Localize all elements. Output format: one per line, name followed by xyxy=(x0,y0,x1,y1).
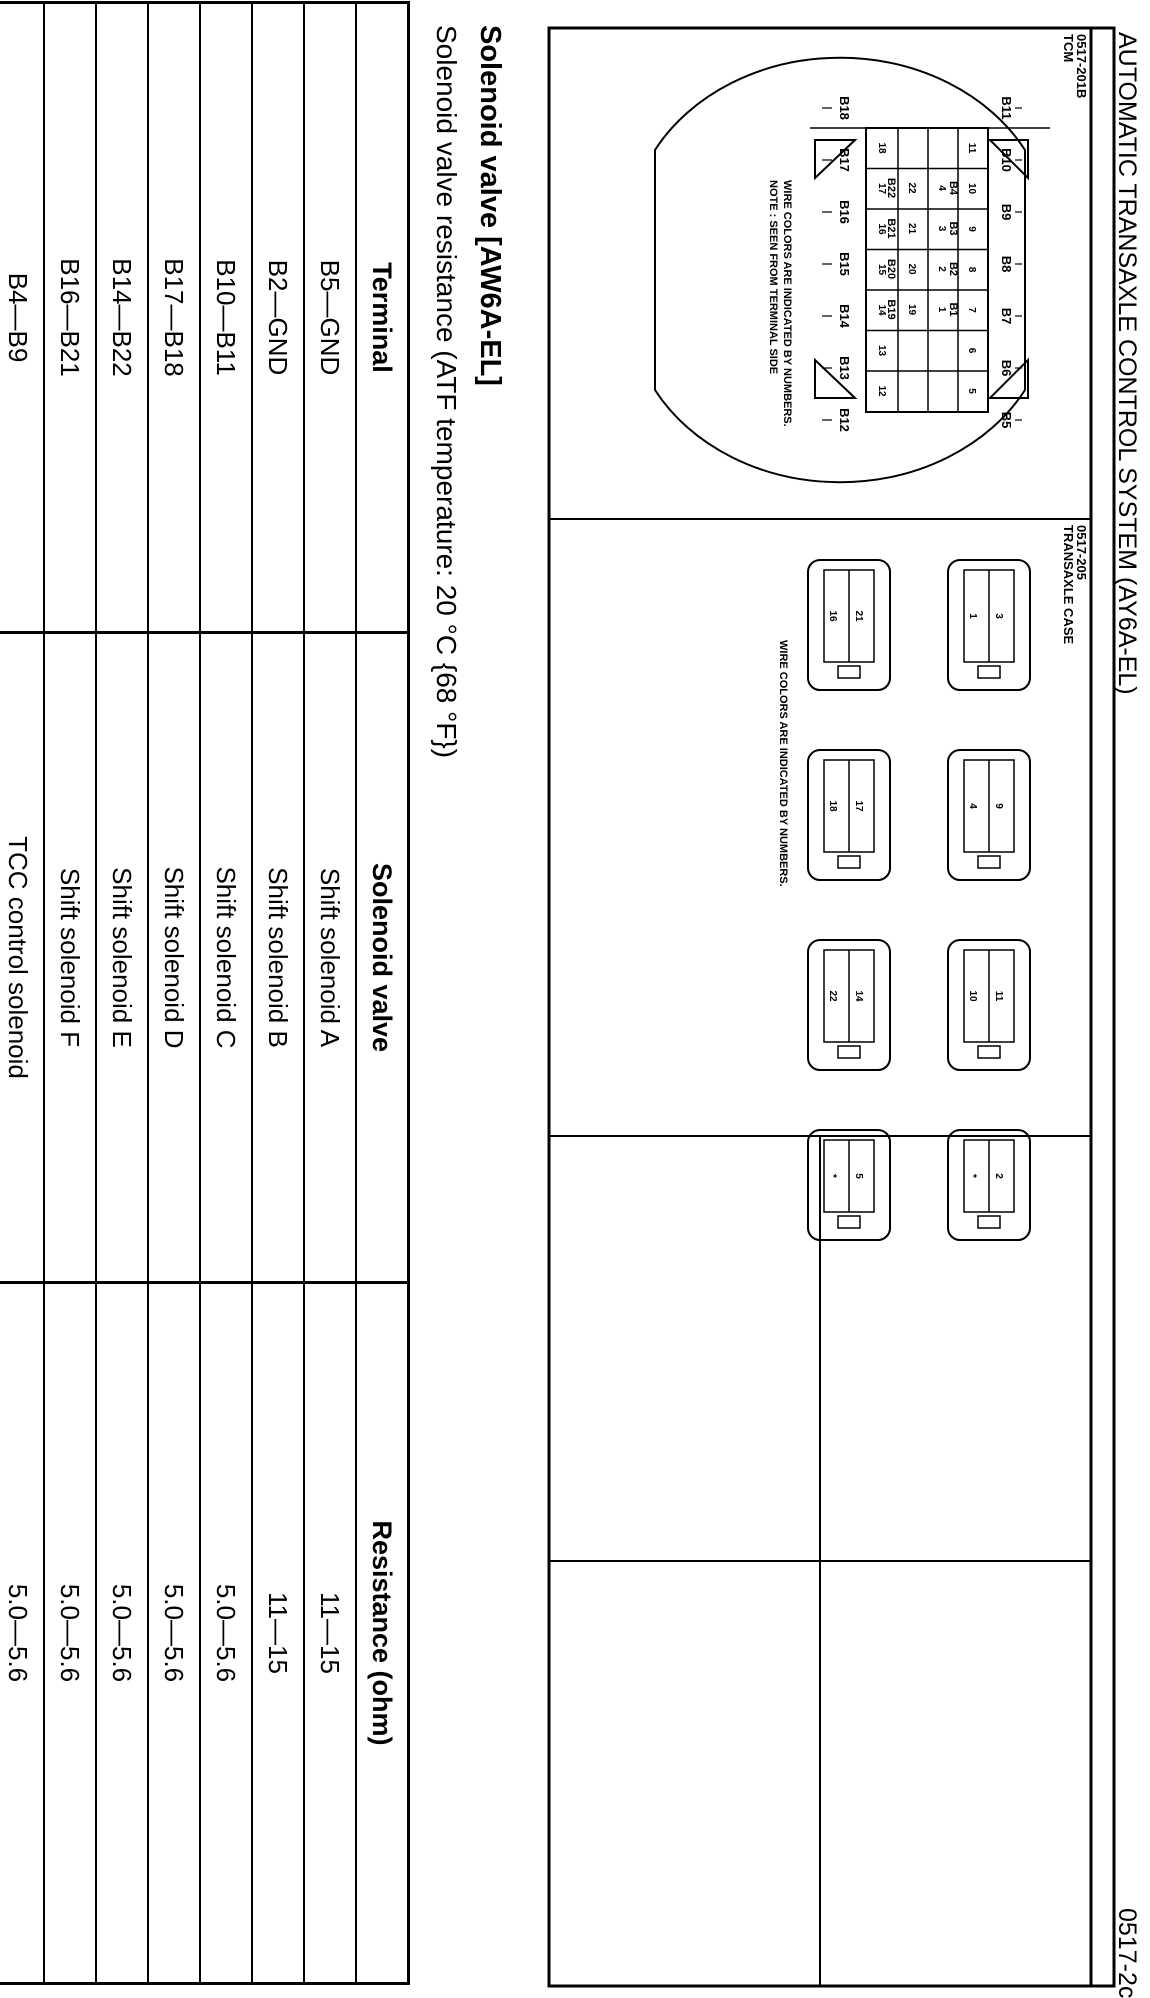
case-code: 0517-205 xyxy=(1074,525,1089,580)
resistance-cell: 5.0—5.6 xyxy=(44,1283,96,1984)
table-row xyxy=(44,3,96,1984)
tcm-pin: 10 xyxy=(966,182,977,195)
case-pin: 18 xyxy=(827,800,838,812)
tcm-terminal-label: B3 xyxy=(947,221,959,236)
tcm-pin: 2 xyxy=(936,266,947,272)
tcm-pin: 18 xyxy=(876,142,887,154)
case-pin: 1 xyxy=(967,613,978,619)
table-row xyxy=(304,3,356,1984)
tcm-terminal-label: B21 xyxy=(885,218,897,239)
case-pin: 21 xyxy=(853,610,864,622)
resistance-cell: 5.0—5.6 xyxy=(0,1283,44,1984)
case-pin: 10 xyxy=(967,990,978,1002)
case-connector xyxy=(808,750,890,880)
tcm-terminal-label: B2 xyxy=(947,261,959,277)
tcm-code: 0517-201B xyxy=(1074,34,1089,99)
case-connector xyxy=(808,560,890,690)
terminal-cell: B4—B9 xyxy=(0,3,44,633)
case-pin: 22 xyxy=(827,990,838,1002)
tcm-pin: 19 xyxy=(906,303,917,316)
terminal-cell: B5—GND xyxy=(304,3,356,633)
case-connector xyxy=(808,940,890,1070)
tcm-pin: 3 xyxy=(936,225,947,232)
solenoid-valve-cell: Shift solenoid F xyxy=(44,633,96,1283)
tcm-note-2: NOTE : SEEN FROM TERMINAL SIDE xyxy=(767,180,779,375)
solenoid-section xyxy=(2,1,510,1982)
tcm-pin: 8 xyxy=(966,266,977,273)
tcm-pin: 22 xyxy=(906,182,917,194)
tcm-terminal-label: B14 xyxy=(837,304,852,328)
table-row xyxy=(96,3,148,1984)
tcm-terminal-label: B11 xyxy=(999,96,1014,120)
tcm-terminal-label: B9 xyxy=(999,203,1014,221)
tcm-terminal-label: B15 xyxy=(837,252,852,276)
tcm-terminal-label: B5 xyxy=(999,411,1014,429)
tcm-pin: 5 xyxy=(966,388,977,394)
tcm-terminal-label: B7 xyxy=(999,307,1014,325)
tcm-connector xyxy=(655,58,1050,482)
case-pin: 2 xyxy=(993,1173,1004,1179)
resistance-cell: 11—15 xyxy=(252,1283,304,1984)
case-name: TRANSAXLE CASE xyxy=(1061,525,1076,645)
tcm-pin: 15 xyxy=(876,263,887,276)
tcm-terminal-label: B16 xyxy=(837,200,852,224)
terminal-cell: B10—B11 xyxy=(200,3,252,633)
tcm-terminal-label: B6 xyxy=(999,359,1014,377)
solenoid-resistance-table xyxy=(0,1,410,1985)
header-resistance: Resistance (ohm) xyxy=(356,1283,409,1984)
tcm-terminal-label: B20 xyxy=(885,258,897,280)
tcm-pin: 13 xyxy=(876,344,887,357)
tcm-terminal-label: B19 xyxy=(885,299,897,320)
tcm-terminal-label: B17 xyxy=(837,148,852,172)
solenoid-valve-cell: Shift solenoid D xyxy=(148,633,200,1283)
tcm-name: TCM xyxy=(1061,34,1076,63)
tcm-pin: 21 xyxy=(906,222,917,235)
case-pin: 4 xyxy=(967,803,978,809)
case-pin: * xyxy=(827,1174,838,1178)
tcm-terminal-label: B13 xyxy=(837,356,852,380)
table-row xyxy=(252,3,304,1984)
tcm-pin: 1 xyxy=(936,306,947,313)
resistance-cell: 5.0—5.6 xyxy=(200,1283,252,1984)
tcm-terminal-label: B10 xyxy=(999,148,1014,172)
tcm-pin: 14 xyxy=(876,304,887,316)
header-terminal: Terminal xyxy=(356,3,409,633)
terminal-cell: B2—GND xyxy=(252,3,304,633)
case-pin: 14 xyxy=(853,990,864,1002)
tcm-note-1: WIRE COLORS ARE INDICATED BY NUMBERS. xyxy=(781,180,793,427)
case-pin: 5 xyxy=(853,1173,864,1179)
terminal-cell: B14—B22 xyxy=(96,3,148,633)
tcm-terminal-label: B8 xyxy=(999,255,1014,273)
case-pin: 11 xyxy=(993,990,1004,1002)
table-row xyxy=(200,3,252,1984)
solenoid-valve-cell: Shift solenoid B xyxy=(252,633,304,1283)
tcm-pin: 4 xyxy=(936,185,947,191)
resistance-cell: 5.0—5.6 xyxy=(148,1283,200,1984)
solenoid-valve-cell: Shift solenoid C xyxy=(200,633,252,1283)
case-pin: 3 xyxy=(993,613,1004,619)
tcm-terminal-label: B22 xyxy=(885,177,897,199)
diagram-title: AUTOMATIC TRANSAXLE CONTROL SYSTEM (AY6A-EL) xyxy=(1113,32,1141,695)
tcm-terminal-label: B1 xyxy=(947,302,959,317)
solenoid-valve-cell: Shift solenoid E xyxy=(96,633,148,1283)
tcm-pin: 9 xyxy=(966,226,977,232)
table-row xyxy=(0,3,44,1984)
case-connector xyxy=(948,560,1030,690)
solenoid-valve-cell: TCC control solenoid xyxy=(0,633,44,1283)
table-row xyxy=(148,3,200,1984)
tcm-pin: 11 xyxy=(966,142,977,154)
section-note: Solenoid valve resistance (ATF temperature: 20 °C {68 °F}) xyxy=(431,25,462,759)
tcm-terminal-label: B12 xyxy=(837,408,852,432)
tcm-pin: 12 xyxy=(876,385,887,397)
table-header-row xyxy=(356,3,409,1984)
terminal-cell: B16—B21 xyxy=(44,3,96,633)
case-pin: 16 xyxy=(827,610,838,622)
case-pin: * xyxy=(967,1174,978,1178)
header-solenoid-valve: Solenoid valve xyxy=(356,633,409,1283)
case-connector xyxy=(948,940,1030,1070)
case-connector xyxy=(948,1130,1030,1240)
case-pin: 17 xyxy=(853,800,864,812)
tcm-pin: 17 xyxy=(876,182,887,195)
solenoid-valve-cell: Shift solenoid A xyxy=(304,633,356,1283)
tcm-terminal-label: B18 xyxy=(837,96,852,120)
case-note: WIRE COLORS ARE INDICATED BY NUMBERS. xyxy=(777,640,789,887)
resistance-cell: 5.0—5.6 xyxy=(96,1283,148,1984)
resistance-cell: 11—15 xyxy=(304,1283,356,1984)
section-heading: Solenoid valve [AW6A-EL] xyxy=(474,25,506,386)
tcm-terminal-label: B4 xyxy=(947,180,959,196)
page-code: 0517-2c xyxy=(1113,1908,1141,1998)
tcm-pin: 16 xyxy=(876,223,887,235)
tcm-pin: 6 xyxy=(966,347,977,354)
terminal-cell: B17—B18 xyxy=(148,3,200,633)
tcm-pin: 20 xyxy=(906,263,917,275)
case-connector xyxy=(948,750,1030,880)
case-pin: 9 xyxy=(993,803,1004,809)
tcm-pin: 7 xyxy=(966,307,977,313)
